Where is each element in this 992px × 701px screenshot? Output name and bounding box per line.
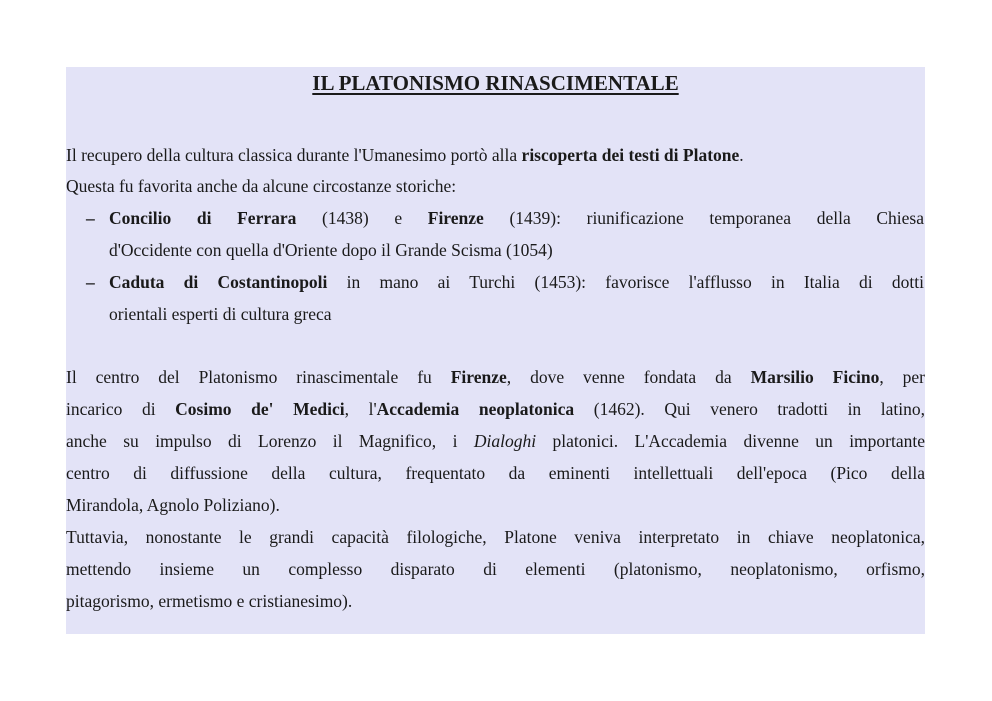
para2-l1-bold-firenze: Firenze	[450, 367, 507, 387]
para2-line-4: centro di diffussione della cultura, frequentato da eminenti intellettuali dell'epoca (Pico della	[66, 463, 925, 483]
bullet-dash-1: –	[86, 208, 95, 228]
page-title	[66, 69, 925, 97]
bullet-2-line-2: orientali esperti di cultura greca	[109, 304, 332, 324]
intro-text: Il recupero della cultura classica durante l'Umanesimo portò alla	[66, 145, 522, 165]
intro-period: .	[739, 145, 744, 165]
bullet-1-text-b: (1438) e	[296, 208, 428, 228]
page-title-text: IL PLATONISMO RINASCIMENTALE	[312, 71, 679, 95]
para3-line-3: pitagorismo, ermetismo e cristianesimo).	[66, 591, 353, 611]
para2-l3-italic-dialoghi: Dialoghi	[473, 431, 537, 451]
para3-line-1: Tuttavia, nonostante le grandi capacità filologiche, Platone veniva interpretato in chiave neoplatonica,	[66, 527, 925, 547]
bullet-1-line-1	[109, 207, 924, 229]
para2-l2-bold-cosimo: Cosimo de' Medici	[175, 399, 345, 419]
para3-line-2: mettendo insieme un complesso disparato di elementi (platonismo, neoplatonismo, orfismo,	[66, 559, 925, 579]
para2-l1-text: Il centro del Platonismo rinascimentale fu	[66, 367, 451, 387]
bullet-2-text-b: in mano ai Turchi (1453): favorisce l'afflusso in Italia di dotti	[327, 272, 924, 292]
para2-l1-bold-ficino: Marsilio Ficino	[750, 367, 880, 387]
para2-l1-text-e: , per	[879, 367, 925, 387]
intro-bold: riscoperta dei testi di Platone	[521, 145, 740, 165]
intro-line-1	[66, 144, 744, 166]
para2-l2-text: incarico di	[66, 399, 176, 419]
intro-line-2: Questa fu favorita anche da alcune circostanze storiche:	[66, 176, 457, 196]
bullet-1-bold-a: Concilio di Ferrara	[109, 208, 297, 228]
para2-line-3	[66, 430, 925, 452]
para2-l1-text-c: , dove venne fondata da	[506, 367, 751, 387]
bullet-1-bold-c: Firenze	[427, 208, 484, 228]
para2-l2-bold-accademia: Accademia neoplatonica	[376, 399, 575, 419]
para2-l2-text-c: , l'	[344, 399, 377, 419]
content-box	[66, 67, 925, 634]
para2-l3-text: anche su impulso di Lorenzo il Magnifico, i	[66, 431, 474, 451]
para2-line-1	[66, 366, 925, 388]
para2-l3-text-c: platonici. L'Accademia divenne un importante	[536, 431, 926, 451]
bullet-dash-2: –	[86, 272, 95, 292]
bullet-2-bold-a: Caduta di Costantinopoli	[109, 272, 328, 292]
para2-line-5: Mirandola, Agnolo Poliziano).	[66, 495, 280, 515]
bullet-1-line-2: d'Occidente con quella d'Oriente dopo il Grande Scisma (1054)	[109, 240, 553, 260]
para2-l2-text-e: (1462). Qui venero tradotti in latino,	[574, 399, 926, 419]
bullet-1-text-d: (1439): riunificazione temporanea della Chiesa	[483, 208, 924, 228]
bullet-2-line-1	[109, 271, 924, 293]
para2-line-2	[66, 398, 925, 420]
